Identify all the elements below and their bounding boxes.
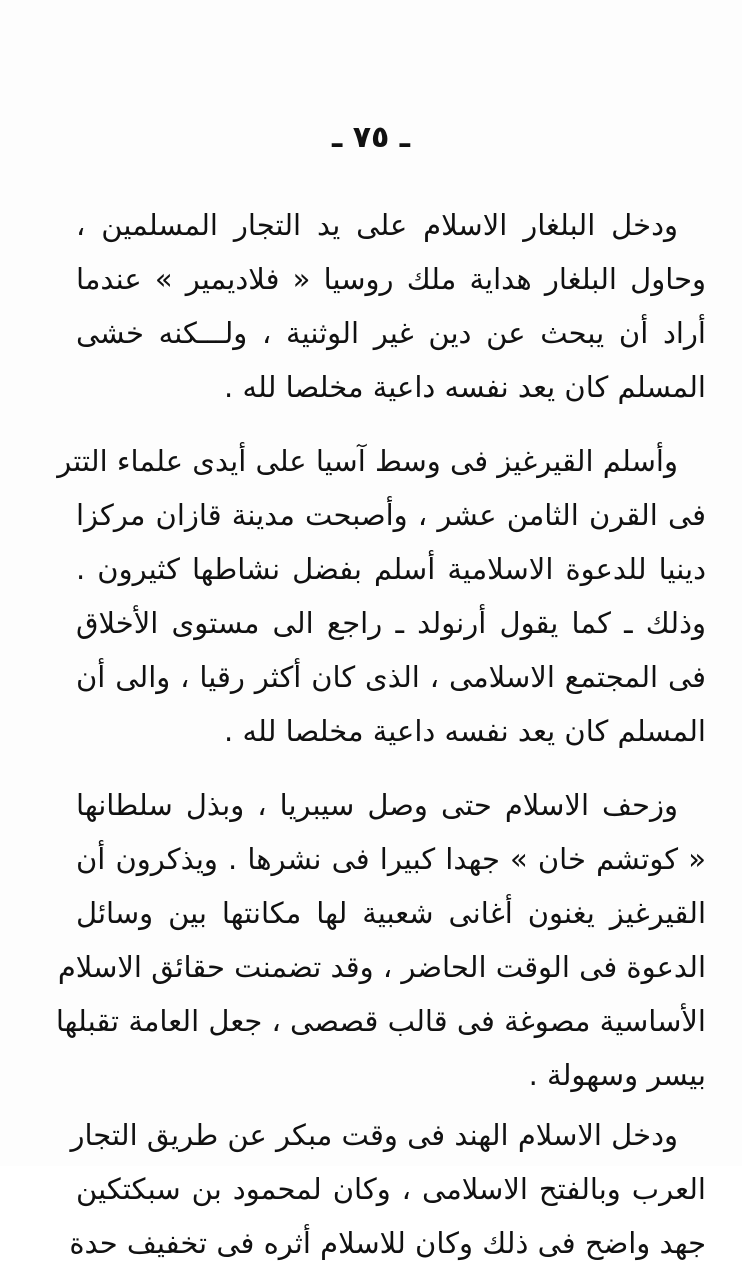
text-line: المسلم كان يعد نفسه داعية مخلصا لله . xyxy=(224,370,706,404)
text-line: جهد واضح فى ذلك وكان للاسلام أثره فى تخفيف حدة xyxy=(69,1226,706,1260)
text-line: دينيا للدعوة الاسلامية أسلم بفضل نشاطها كثيرون . xyxy=(76,552,706,586)
text-line: « كوتشم خان » جهدا كبيرا فى نشرها . ويذكرون أن xyxy=(76,842,706,876)
text-line: وأسلم القيرغيز فى وسط آسيا على أيدى علماء التتر xyxy=(57,444,678,478)
page-number: ـ ٧٥ ـ xyxy=(331,120,411,155)
text-line: العرب وبالفتح الاسلامى ، وكان لمحمود بن سبكتكين xyxy=(76,1172,706,1206)
paragraph-3 xyxy=(55,778,706,1102)
text-line: وحاول البلغار هداية ملك روسيا « فلاديمير » عندما xyxy=(76,262,706,296)
paragraph-1 xyxy=(76,198,706,414)
paragraph-spacer xyxy=(76,414,706,434)
text-line: ودخل الاسلام الهند فى وقت مبكر عن طريق التجار xyxy=(70,1118,678,1152)
text-line: ودخل البلغار الاسلام على يد التجار المسلمين ، xyxy=(76,208,678,242)
text-line: فى المجتمع الاسلامى ، الذى كان أكثر رقيا ، والى أن xyxy=(76,660,706,694)
text-line: فى القرن الثامن عشر ، وأصبحت مدينة قازان مركزا xyxy=(76,498,706,532)
text-line: الدعوة فى الوقت الحاضر ، وقد تضمنت حقائق الاسلام xyxy=(57,950,706,984)
body-text xyxy=(55,198,706,1270)
text-line: الأساسية مصوغة فى قالب قصصى ، جعل العامة تقبلها xyxy=(55,1004,706,1038)
paragraph-2 xyxy=(57,434,706,758)
text-line: أراد أن يبحث عن دين غير الوثنية ، ولـــكنه خشى xyxy=(76,316,706,350)
text-line: القيرغيز يغنون أغانى شعبية لها مكانتها بين وسائل xyxy=(76,896,706,930)
text-line: وزحف الاسلام حتى وصل سيبريا ، وبذل سلطانها xyxy=(76,788,678,822)
paragraph-spacer xyxy=(76,758,706,778)
text-line: بيسر وسهولة . xyxy=(528,1058,706,1092)
text-line: وذلك ـ كما يقول أرنولد ـ راجع الى مستوى الأخلاق xyxy=(76,606,706,640)
text-line: المسلم كان يعد نفسه داعية مخلصا لله . xyxy=(224,714,706,748)
paragraph-4 xyxy=(69,1108,706,1270)
